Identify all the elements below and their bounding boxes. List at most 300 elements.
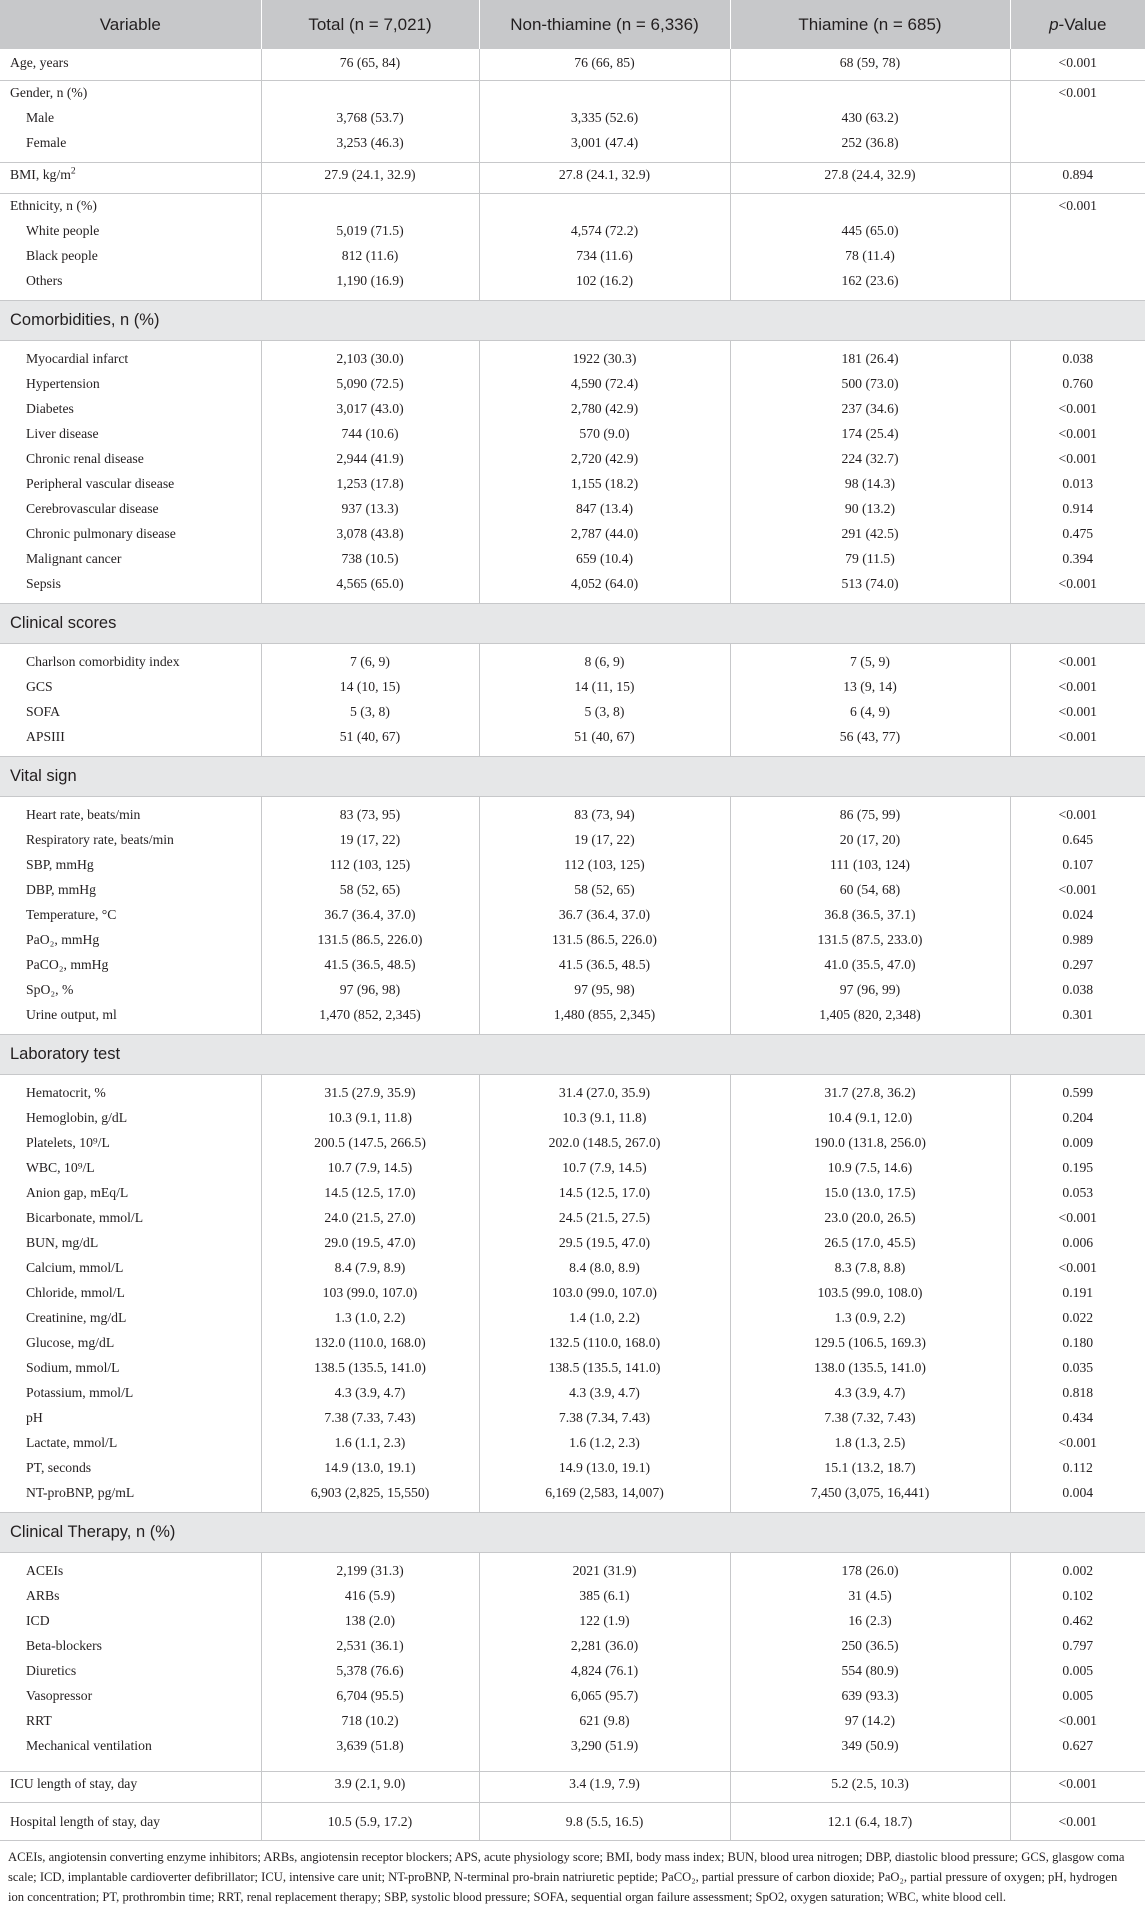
cell-total: 200.5 (147.5, 266.5)	[261, 1131, 479, 1156]
cell-non-thiamine: 10.3 (9.1, 11.8)	[479, 1106, 730, 1131]
cell-thiamine	[730, 81, 1010, 106]
cell-total: 5 (3, 8)	[261, 700, 479, 725]
cell-label: ACEIs	[26, 1563, 64, 1578]
table-row	[0, 1231, 1145, 1256]
cell-non-thiamine: 2,281 (36.0)	[479, 1634, 730, 1659]
cell-label: Vasopressor	[26, 1688, 93, 1703]
cell-p-value: <0.001	[1010, 1256, 1145, 1281]
cell-thiamine: 68 (59, 78)	[730, 49, 1010, 74]
table-row	[0, 1003, 1145, 1028]
table-row	[0, 650, 1145, 675]
cell-total: 3,017 (43.0)	[261, 397, 479, 422]
comorbidities-body	[0, 340, 1145, 603]
cell-thiamine: 90 (13.2)	[730, 497, 1010, 522]
cell-non-thiamine: 10.7 (7.9, 14.5)	[479, 1156, 730, 1181]
cell-total: 1,470 (852, 2,345)	[261, 1003, 479, 1028]
cell-total: 6,704 (95.5)	[261, 1684, 479, 1709]
section-title: Clinical scores	[0, 603, 1145, 643]
cell-non-thiamine: 14 (11, 15)	[479, 675, 730, 700]
table-row	[0, 1256, 1145, 1281]
cell-thiamine: 79 (11.5)	[730, 547, 1010, 572]
cell-non-thiamine: 1,155 (18.2)	[479, 472, 730, 497]
cell-label: Ethnicity, n (%)	[0, 194, 261, 219]
cell-p-value: 0.002	[1010, 1559, 1145, 1584]
cell-p-value: <0.001	[1010, 194, 1145, 219]
cell-non-thiamine: 1.6 (1.2, 2.3)	[479, 1431, 730, 1456]
row-gender	[0, 81, 1145, 106]
cell-non-thiamine: 19 (17, 22)	[479, 828, 730, 853]
cell-thiamine: 190.0 (131.8, 256.0)	[730, 1131, 1010, 1156]
cell-label: Glucose, mg/dL	[26, 1335, 115, 1350]
cell-non-thiamine: 847 (13.4)	[479, 497, 730, 522]
cell-label: Sodium, mmol/L	[26, 1360, 120, 1375]
section-title: Vital sign	[0, 756, 1145, 796]
cell-label: Creatinine, mg/dL	[26, 1310, 127, 1325]
cell-p-value: 0.035	[1010, 1356, 1145, 1381]
cell-non-thiamine: 14.9 (13.0, 19.1)	[479, 1456, 730, 1481]
cell-thiamine: 97 (14.2)	[730, 1709, 1010, 1734]
cell-total: 97 (96, 98)	[261, 978, 479, 1003]
table-row	[0, 853, 1145, 878]
cell-thiamine: 78 (11.4)	[730, 244, 1010, 269]
table-row	[0, 1306, 1145, 1331]
cell-non-thiamine: 36.7 (36.4, 37.0)	[479, 903, 730, 928]
cell-p-value: 0.053	[1010, 1181, 1145, 1206]
cell-p-value: <0.001	[1010, 675, 1145, 700]
cell-total: 10.3 (9.1, 11.8)	[261, 1106, 479, 1131]
header-variable: Variable	[0, 0, 261, 49]
cell-thiamine: 445 (65.0)	[730, 219, 1010, 244]
cell-label: PaO₂, mmHg	[26, 932, 100, 947]
cell-p-value: 0.297	[1010, 953, 1145, 978]
cell-total: 744 (10.6)	[261, 422, 479, 447]
cell-thiamine: 15.1 (13.2, 18.7)	[730, 1456, 1010, 1481]
cell-non-thiamine: 131.5 (86.5, 226.0)	[479, 928, 730, 953]
cell-thiamine: 250 (36.5)	[730, 1634, 1010, 1659]
cell-total: 41.5 (36.5, 48.5)	[261, 953, 479, 978]
laboratory-test-body	[0, 1074, 1145, 1512]
cell-non-thiamine: 570 (9.0)	[479, 422, 730, 447]
cell-thiamine: 349 (50.9)	[730, 1734, 1010, 1759]
table-row	[0, 1584, 1145, 1609]
cell-total: 138.5 (135.5, 141.0)	[261, 1356, 479, 1381]
cell-total: 132.0 (110.0, 168.0)	[261, 1331, 479, 1356]
cell-non-thiamine: 24.5 (21.5, 27.5)	[479, 1206, 730, 1231]
cell-label: Temperature, °C	[26, 907, 117, 922]
table-row	[0, 1659, 1145, 1684]
row-icu-length-of-stay	[0, 1771, 1145, 1796]
cell-p-value	[1010, 269, 1145, 294]
cell-total: 58 (52, 65)	[261, 878, 479, 903]
cell-thiamine: 6 (4, 9)	[730, 700, 1010, 725]
cell-label: Anion gap, mEq/L	[26, 1185, 129, 1200]
table-row	[0, 1456, 1145, 1481]
cell-total: 812 (11.6)	[261, 244, 479, 269]
cell-p-value: 0.599	[1010, 1081, 1145, 1106]
cell-label: Cerebrovascular disease	[26, 501, 159, 516]
cell-total: 5,090 (72.5)	[261, 372, 479, 397]
cell-label: Respiratory rate, beats/min	[26, 832, 174, 847]
cell-total: 138 (2.0)	[261, 1609, 479, 1634]
cell-thiamine: 554 (80.9)	[730, 1659, 1010, 1684]
cell-non-thiamine: 4,590 (72.4)	[479, 372, 730, 397]
clinical-therapy-body	[0, 1552, 1145, 1765]
cell-thiamine: 36.8 (36.5, 37.1)	[730, 903, 1010, 928]
cell-thiamine: 7.38 (7.32, 7.43)	[730, 1406, 1010, 1431]
table-row	[0, 700, 1145, 725]
cell-label: SBP, mmHg	[26, 857, 94, 872]
row-bmi	[0, 162, 1145, 187]
cell-p-value: 0.434	[1010, 1406, 1145, 1431]
cell-p-value: <0.001	[1010, 700, 1145, 725]
cell-label: SpO₂, %	[26, 982, 74, 997]
cell-label: Hematocrit, %	[26, 1085, 106, 1100]
cell-p-value: <0.001	[1010, 878, 1145, 903]
cell-thiamine: 252 (36.8)	[730, 131, 1010, 156]
cell-thiamine: 12.1 (6.4, 18.7)	[730, 1809, 1010, 1834]
clinical-scores-body	[0, 643, 1145, 756]
cell-label: APSIII	[26, 729, 65, 744]
cell-total: 3.9 (2.1, 9.0)	[261, 1771, 479, 1796]
cell-label: ARBs	[26, 1588, 60, 1603]
cell-p-value: 0.475	[1010, 522, 1145, 547]
cell-thiamine: 224 (32.7)	[730, 447, 1010, 472]
cell-label: Peripheral vascular disease	[26, 476, 175, 491]
table-row	[0, 1609, 1145, 1634]
cell-total: 29.0 (19.5, 47.0)	[261, 1231, 479, 1256]
section-clinical-scores-body	[0, 603, 1145, 643]
row-male	[0, 106, 1145, 131]
cell-non-thiamine: 385 (6.1)	[479, 1584, 730, 1609]
spacer	[0, 1834, 1145, 1841]
cell-p-value: 0.180	[1010, 1331, 1145, 1356]
section-title: Comorbidities, n (%)	[0, 300, 1145, 340]
cell-thiamine: 138.0 (135.5, 141.0)	[730, 1356, 1010, 1381]
cell-p-value: 0.627	[1010, 1734, 1145, 1759]
cell-total: 24.0 (21.5, 27.0)	[261, 1206, 479, 1231]
cell-total: 4,565 (65.0)	[261, 572, 479, 597]
cell-p-value: 0.195	[1010, 1156, 1145, 1181]
bmi-label-text: BMI, kg/m	[10, 166, 71, 182]
cell-thiamine: 41.0 (35.5, 47.0)	[730, 953, 1010, 978]
cell-p-value: 0.989	[1010, 928, 1145, 953]
row-ethnicity	[0, 194, 1145, 219]
cell-non-thiamine: 1922 (30.3)	[479, 347, 730, 372]
section-laboratory-test-body	[0, 1034, 1145, 1074]
section-clinical-scores	[0, 603, 1145, 643]
cell-total: 3,078 (43.8)	[261, 522, 479, 547]
cell-total: 10.5 (5.9, 17.2)	[261, 1809, 479, 1834]
cell-non-thiamine: 122 (1.9)	[479, 1609, 730, 1634]
cell-p-value: 0.645	[1010, 828, 1145, 853]
section-comorbidities	[0, 300, 1145, 340]
cell-label: Gender, n (%)	[0, 81, 261, 106]
table-row	[0, 1406, 1145, 1431]
cell-non-thiamine: 4,052 (64.0)	[479, 572, 730, 597]
bmi-label-sup: 2	[70, 165, 76, 177]
cell-total: 3,639 (51.8)	[261, 1734, 479, 1759]
row-age	[0, 49, 1145, 74]
cell-thiamine: 15.0 (13.0, 17.5)	[730, 1181, 1010, 1206]
cell-thiamine: 4.3 (3.9, 4.7)	[730, 1381, 1010, 1406]
cell-total: 4.3 (3.9, 4.7)	[261, 1381, 479, 1406]
cell-total	[261, 194, 479, 219]
cell-thiamine: 103.5 (99.0, 108.0)	[730, 1281, 1010, 1306]
table-row	[0, 1381, 1145, 1406]
cell-total: 937 (13.3)	[261, 497, 479, 522]
cell-label: Sepsis	[26, 576, 61, 591]
table-row	[0, 547, 1145, 572]
cell-p-value: 0.394	[1010, 547, 1145, 572]
cell-thiamine: 13 (9, 14)	[730, 675, 1010, 700]
cell-thiamine: 174 (25.4)	[730, 422, 1010, 447]
table-row	[0, 447, 1145, 472]
table-row	[0, 675, 1145, 700]
table-row	[0, 497, 1145, 522]
cell-total: 14.9 (13.0, 19.1)	[261, 1456, 479, 1481]
table-row	[0, 397, 1145, 422]
cell-total: 2,103 (30.0)	[261, 347, 479, 372]
cell-non-thiamine: 621 (9.8)	[479, 1709, 730, 1734]
cell-thiamine: 10.9 (7.5, 14.6)	[730, 1156, 1010, 1181]
cell-non-thiamine: 6,065 (95.7)	[479, 1684, 730, 1709]
cell-thiamine	[730, 194, 1010, 219]
cell-non-thiamine: 31.4 (27.0, 35.9)	[479, 1081, 730, 1106]
cell-thiamine: 10.4 (9.1, 12.0)	[730, 1106, 1010, 1131]
table-row	[0, 572, 1145, 597]
table-row	[0, 725, 1145, 750]
cell-label: Chloride, mmol/L	[26, 1285, 125, 1300]
cell-thiamine: 162 (23.6)	[730, 269, 1010, 294]
cell-thiamine: 97 (96, 99)	[730, 978, 1010, 1003]
cell-p-value: 0.107	[1010, 853, 1145, 878]
section-vital-sign	[0, 756, 1145, 796]
cell-p-value: 0.005	[1010, 1659, 1145, 1684]
table-row	[0, 1481, 1145, 1506]
cell-p-value: 0.462	[1010, 1609, 1145, 1634]
cell-label: Age, years	[10, 54, 69, 70]
cell-total: 83 (73, 95)	[261, 803, 479, 828]
cell-p-value: <0.001	[1010, 1206, 1145, 1231]
header-p-italic: p	[1049, 14, 1059, 34]
cell-p-value: 0.038	[1010, 347, 1145, 372]
table-row	[0, 1356, 1145, 1381]
header-row	[0, 0, 1145, 49]
cell-thiamine: 56 (43, 77)	[730, 725, 1010, 750]
cell-total: 738 (10.5)	[261, 547, 479, 572]
cell-non-thiamine: 202.0 (148.5, 267.0)	[479, 1131, 730, 1156]
cell-non-thiamine: 4,824 (76.1)	[479, 1659, 730, 1684]
cell-non-thiamine: 7.38 (7.34, 7.43)	[479, 1406, 730, 1431]
cell-total	[261, 81, 479, 106]
cell-non-thiamine: 138.5 (135.5, 141.0)	[479, 1356, 730, 1381]
cell-total: 5,019 (71.5)	[261, 219, 479, 244]
cell-non-thiamine: 5 (3, 8)	[479, 700, 730, 725]
cell-total: 27.9 (24.1, 32.9)	[261, 162, 479, 187]
cell-p-value: <0.001	[1010, 650, 1145, 675]
cell-thiamine: 23.0 (20.0, 26.5)	[730, 1206, 1010, 1231]
cell-label: Bicarbonate, mmol/L	[26, 1210, 144, 1225]
cell-label: Beta-blockers	[26, 1638, 103, 1653]
cell-label: Black people	[26, 248, 98, 263]
cell-label: Hemoglobin, g/dL	[26, 1110, 128, 1125]
table-row	[0, 803, 1145, 828]
row-black-people	[0, 244, 1145, 269]
cell-p-value: <0.001	[1010, 49, 1145, 74]
cell-p-value: <0.001	[1010, 422, 1145, 447]
cell-label: Mechanical ventilation	[26, 1738, 152, 1753]
row-white-people	[0, 219, 1145, 244]
cell-non-thiamine: 14.5 (12.5, 17.0)	[479, 1181, 730, 1206]
cell-thiamine: 430 (63.2)	[730, 106, 1010, 131]
table-row	[0, 1331, 1145, 1356]
cell-total: 112 (103, 125)	[261, 853, 479, 878]
cell-total: 31.5 (27.9, 35.9)	[261, 1081, 479, 1106]
cell-total: 5,378 (76.6)	[261, 1659, 479, 1684]
cell-non-thiamine: 102 (16.2)	[479, 269, 730, 294]
cell-thiamine: 513 (74.0)	[730, 572, 1010, 597]
cell-p-value: 0.797	[1010, 1634, 1145, 1659]
cell-thiamine: 5.2 (2.5, 10.3)	[730, 1771, 1010, 1796]
cell-non-thiamine: 132.5 (110.0, 168.0)	[479, 1331, 730, 1356]
cell-thiamine: 1,405 (820, 2,348)	[730, 1003, 1010, 1028]
cell-total: 8.4 (7.9, 8.9)	[261, 1256, 479, 1281]
cell-label	[0, 162, 261, 187]
cell-non-thiamine: 1,480 (855, 2,345)	[479, 1003, 730, 1028]
cell-thiamine: 20 (17, 20)	[730, 828, 1010, 853]
table-header	[0, 0, 1145, 49]
cell-non-thiamine: 2,780 (42.9)	[479, 397, 730, 422]
cell-non-thiamine: 4.3 (3.9, 4.7)	[479, 1381, 730, 1406]
cell-p-value: <0.001	[1010, 725, 1145, 750]
cell-label: BUN, mg/dL	[26, 1235, 99, 1250]
cell-p-value: <0.001	[1010, 81, 1145, 106]
cell-non-thiamine: 51 (40, 67)	[479, 725, 730, 750]
cell-non-thiamine: 659 (10.4)	[479, 547, 730, 572]
cell-total: 3,768 (53.7)	[261, 106, 479, 131]
header-p-rest: -Value	[1058, 14, 1107, 34]
cell-total: 103 (99.0, 107.0)	[261, 1281, 479, 1306]
table-row	[0, 903, 1145, 928]
cell-p-value: <0.001	[1010, 1431, 1145, 1456]
cell-thiamine: 1.3 (0.9, 2.2)	[730, 1306, 1010, 1331]
cell-label: SOFA	[26, 704, 60, 719]
table-row	[0, 1156, 1145, 1181]
section-title: Laboratory test	[0, 1034, 1145, 1074]
cell-non-thiamine: 2021 (31.9)	[479, 1559, 730, 1584]
table-row	[0, 878, 1145, 903]
cell-label: Diabetes	[26, 401, 74, 416]
cell-non-thiamine: 41.5 (36.5, 48.5)	[479, 953, 730, 978]
cell-label: Chronic renal disease	[26, 451, 144, 466]
cell-total: 416 (5.9)	[261, 1584, 479, 1609]
cell-total: 1,190 (16.9)	[261, 269, 479, 294]
table-row	[0, 522, 1145, 547]
cell-label: Liver disease	[26, 426, 99, 441]
table-row	[0, 1734, 1145, 1759]
cell-thiamine: 237 (34.6)	[730, 397, 1010, 422]
row-hospital-length-of-stay	[0, 1809, 1145, 1834]
cell-thiamine: 31.7 (27.8, 36.2)	[730, 1081, 1010, 1106]
cell-non-thiamine: 2,787 (44.0)	[479, 522, 730, 547]
cell-non-thiamine: 4,574 (72.2)	[479, 219, 730, 244]
cell-label: GCS	[26, 679, 53, 694]
cell-label: Others	[26, 273, 63, 288]
table-row	[0, 347, 1145, 372]
cell-label: DBP, mmHg	[26, 882, 96, 897]
cell-total: 76 (65, 84)	[261, 49, 479, 74]
table-row	[0, 1684, 1145, 1709]
cell-thiamine: 98 (14.3)	[730, 472, 1010, 497]
cell-p-value: 0.894	[1010, 162, 1145, 187]
cell-non-thiamine: 103.0 (99.0, 107.0)	[479, 1281, 730, 1306]
cell-p-value: 0.102	[1010, 1584, 1145, 1609]
section-vital-sign-body	[0, 756, 1145, 796]
cell-p-value: 0.022	[1010, 1306, 1145, 1331]
cell-thiamine: 181 (26.4)	[730, 347, 1010, 372]
cell-p-value: 0.760	[1010, 372, 1145, 397]
header-non-thiamine: Non-thiamine (n = 6,336)	[479, 0, 730, 49]
table-row	[0, 1281, 1145, 1306]
cell-label: Female	[26, 135, 67, 150]
cell-label: Platelets, 10⁹/L	[26, 1135, 110, 1150]
cell-thiamine: 500 (73.0)	[730, 372, 1010, 397]
table-row	[0, 1106, 1145, 1131]
cell-thiamine: 16 (2.3)	[730, 1609, 1010, 1634]
cell-label: Diuretics	[26, 1663, 77, 1678]
header-p-value	[1010, 0, 1145, 49]
cell-thiamine: 7 (5, 9)	[730, 650, 1010, 675]
table-row	[0, 978, 1145, 1003]
table-body	[0, 49, 1145, 340]
table-row	[0, 372, 1145, 397]
table-row	[0, 1081, 1145, 1106]
cell-label: Malignant cancer	[26, 551, 122, 566]
cell-total: 19 (17, 22)	[261, 828, 479, 853]
cell-p-value	[1010, 131, 1145, 156]
cell-thiamine: 26.5 (17.0, 45.5)	[730, 1231, 1010, 1256]
cell-thiamine: 27.8 (24.4, 32.9)	[730, 162, 1010, 187]
cell-p-value: 0.005	[1010, 1684, 1145, 1709]
table-row	[0, 1206, 1145, 1231]
cell-non-thiamine: 6,169 (2,583, 14,007)	[479, 1481, 730, 1506]
section-clinical-therapy	[0, 1512, 1145, 1552]
cell-non-thiamine: 97 (95, 98)	[479, 978, 730, 1003]
cell-label: PaCO₂, mmHg	[26, 957, 109, 972]
cell-total: 14 (10, 15)	[261, 675, 479, 700]
cell-total: 131.5 (86.5, 226.0)	[261, 928, 479, 953]
cell-total: 2,199 (31.3)	[261, 1559, 479, 1584]
cell-total: 2,531 (36.1)	[261, 1634, 479, 1659]
cell-p-value: 0.006	[1010, 1231, 1145, 1256]
section-title: Clinical Therapy, n (%)	[0, 1512, 1145, 1552]
cell-label: Male	[26, 110, 55, 125]
cell-non-thiamine: 9.8 (5.5, 16.5)	[479, 1809, 730, 1834]
section-laboratory-test	[0, 1034, 1145, 1074]
table-row	[0, 953, 1145, 978]
cell-label: Urine output, ml	[26, 1007, 117, 1022]
cell-non-thiamine: 29.5 (19.5, 47.0)	[479, 1231, 730, 1256]
table-row	[0, 1131, 1145, 1156]
cell-non-thiamine: 83 (73, 94)	[479, 803, 730, 828]
cell-thiamine: 1.8 (1.3, 2.5)	[730, 1431, 1010, 1456]
cell-non-thiamine: 3,290 (51.9)	[479, 1734, 730, 1759]
cell-p-value: 0.024	[1010, 903, 1145, 928]
cell-p-value: 0.204	[1010, 1106, 1145, 1131]
cell-p-value: <0.001	[1010, 397, 1145, 422]
cell-non-thiamine: 27.8 (24.1, 32.9)	[479, 162, 730, 187]
cell-non-thiamine: 112 (103, 125)	[479, 853, 730, 878]
